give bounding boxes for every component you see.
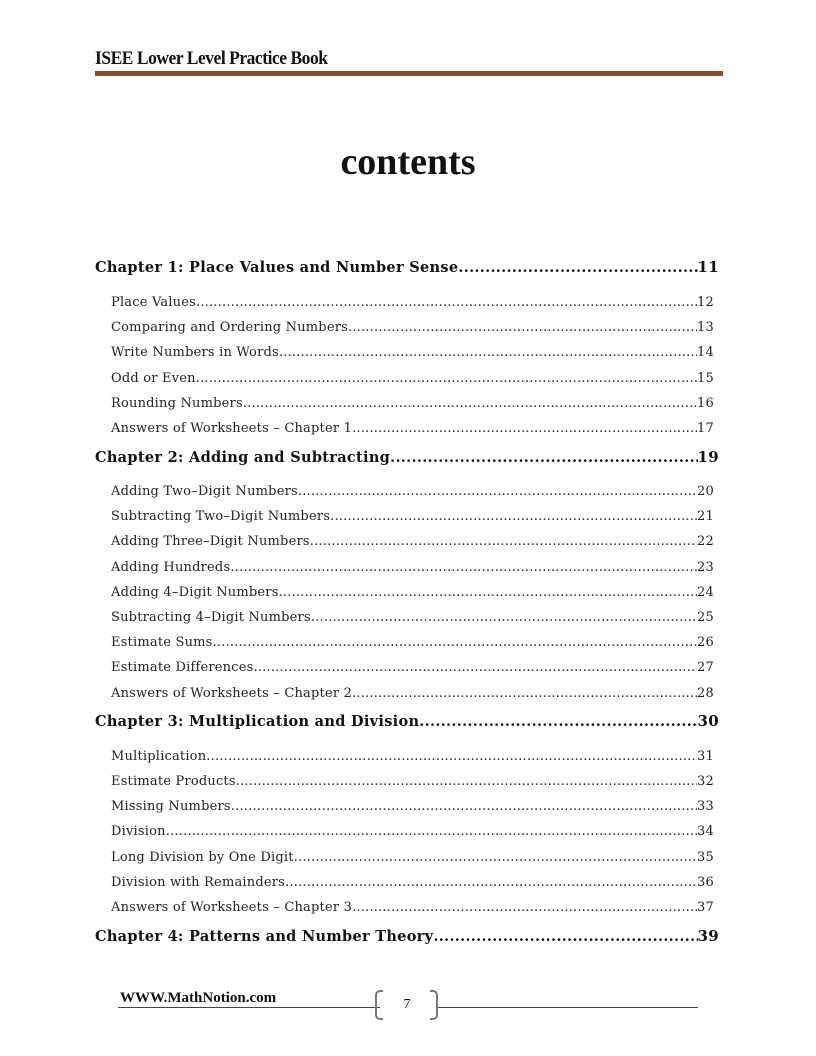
toc-entry-label: Answers of Worksheets – Chapter 1 (111, 421, 353, 436)
toc-entry-label: Estimate Differences (111, 660, 254, 675)
toc-page-number: 14 (697, 345, 714, 360)
dot-leader (348, 320, 697, 335)
toc-entry-label: Place Values (111, 295, 197, 310)
toc-entry-label: Write Numbers in Words (111, 345, 279, 360)
toc-page-number: 12 (697, 295, 714, 310)
toc-page-number: 21 (697, 509, 714, 524)
toc-entry-label: Chapter 4: Patterns and Number Theory (95, 928, 434, 945)
toc-chapter-1[interactable] (95, 258, 719, 276)
toc-entry[interactable] (111, 824, 714, 839)
toc-page-number: 32 (697, 774, 714, 789)
page-number: 7 (403, 997, 411, 1012)
toc-page-number: 25 (697, 610, 714, 625)
toc-page-number: 11 (697, 258, 719, 276)
toc-page-number: 23 (697, 560, 714, 575)
footer-rule-right (438, 1007, 698, 1008)
dot-leader (294, 850, 697, 865)
toc-entry[interactable] (111, 560, 714, 575)
dot-leader (236, 774, 697, 789)
toc-entry[interactable] (111, 660, 714, 675)
toc-entry-label: Missing Numbers (111, 799, 231, 814)
dot-leader (254, 660, 698, 675)
toc-page-number: 16 (697, 396, 714, 411)
toc-page-number: 36 (697, 875, 714, 890)
footer-rule-left (118, 1007, 380, 1008)
toc-entry-label: Adding Two–Digit Numbers (111, 484, 298, 499)
toc-page-number: 35 (697, 850, 714, 865)
dot-leader (230, 560, 697, 575)
toc-entry[interactable] (111, 749, 714, 764)
toc-entry[interactable] (111, 900, 714, 915)
dot-leader (279, 345, 697, 360)
toc-entry[interactable] (111, 799, 714, 814)
toc-entry[interactable] (111, 850, 714, 865)
toc-entry-label: Adding 4–Digit Numbers (111, 585, 279, 600)
toc-entry-label: Answers of Worksheets – Chapter 3 (111, 900, 353, 915)
dot-leader (196, 295, 697, 310)
toc-page-number: 37 (697, 900, 714, 915)
toc-entry-label: Estimate Products (111, 774, 236, 789)
toc-entry-label: Division with Remainders (111, 875, 286, 890)
toc-entry-label: Long Division by One Digit (111, 850, 294, 865)
dot-leader (310, 534, 697, 549)
left-brace-icon (375, 990, 383, 1020)
toc-entry-label: Odd or Even (111, 371, 196, 386)
toc-entry[interactable] (111, 610, 714, 625)
toc-entry[interactable] (111, 320, 714, 335)
toc-page-number: 34 (697, 824, 714, 839)
dot-leader (279, 585, 697, 600)
toc-entry-label: Estimate Sums (111, 635, 213, 650)
dot-leader (330, 509, 697, 524)
toc-entry[interactable] (111, 509, 714, 524)
dot-leader (458, 259, 697, 276)
right-brace-icon (430, 990, 438, 1020)
toc-page-number: 28 (697, 686, 714, 701)
dot-leader (213, 635, 697, 650)
header-rule (95, 71, 723, 76)
toc-entry-label: Division (111, 824, 166, 839)
toc-entry[interactable] (111, 534, 714, 549)
toc-entry-label: Chapter 3: Multiplication and Division (95, 713, 420, 730)
toc-entry[interactable] (111, 421, 714, 436)
toc-entry[interactable] (111, 875, 714, 890)
toc-entry-label: Subtracting Two–Digit Numbers (111, 509, 331, 524)
dot-leader (352, 900, 697, 915)
toc-page-number: 20 (697, 484, 714, 499)
toc-page-number: 26 (697, 635, 714, 650)
toc-chapter-4[interactable] (95, 927, 719, 945)
dot-leader (243, 396, 697, 411)
toc-entry[interactable] (111, 295, 714, 310)
toc-entry[interactable] (111, 345, 714, 360)
toc-chapter-3[interactable] (95, 712, 719, 730)
toc-page-number: 17 (697, 421, 714, 436)
dot-leader (285, 875, 697, 890)
toc-page-number: 19 (697, 448, 719, 466)
toc-entry-label: Chapter 1: Place Values and Number Sense (95, 259, 459, 276)
toc-page-number: 15 (697, 371, 714, 386)
toc-entry-label: Multiplication (111, 749, 207, 764)
dot-leader (352, 421, 697, 436)
dot-leader (352, 686, 697, 701)
toc-entry-label: Adding Hundreds (111, 560, 231, 575)
toc-entry[interactable] (111, 396, 714, 411)
toc-entry-label: Chapter 2: Adding and Subtracting (95, 449, 391, 466)
toc-entry-label: Subtracting 4–Digit Numbers (111, 610, 311, 625)
toc-entry[interactable] (111, 774, 714, 789)
toc-entry-label: Rounding Numbers (111, 396, 243, 411)
dot-leader (390, 449, 697, 466)
toc-chapter-2[interactable] (95, 448, 719, 466)
toc-entry[interactable] (111, 686, 714, 701)
toc-entry[interactable] (111, 371, 714, 386)
dot-leader (298, 484, 697, 499)
toc-page-number: 31 (697, 749, 714, 764)
toc-entry[interactable] (111, 635, 714, 650)
toc-page-number: 39 (697, 927, 719, 945)
toc-page-number: 27 (697, 660, 714, 675)
toc-page-number: 24 (697, 585, 714, 600)
dot-leader (231, 799, 697, 814)
toc-entry-label: Adding Three–Digit Numbers (111, 534, 310, 549)
dot-leader (433, 928, 697, 945)
toc-entry[interactable] (111, 585, 714, 600)
footer-website-url: WWW.MathNotion.com (120, 990, 277, 1006)
toc-entry-label: Answers of Worksheets – Chapter 2 (111, 686, 353, 701)
dot-leader (206, 749, 697, 764)
toc-page-number: 22 (697, 534, 714, 549)
toc-entry[interactable] (111, 484, 714, 499)
dot-leader (196, 371, 697, 386)
toc-page-number: 33 (697, 799, 714, 814)
toc-page-number: 13 (697, 320, 714, 335)
toc-entry-label: Comparing and Ordering Numbers (111, 320, 349, 335)
dot-leader (419, 713, 697, 730)
dot-leader (311, 610, 697, 625)
page-title: contents (340, 141, 476, 183)
dot-leader (166, 824, 697, 839)
book-title: ISEE Lower Level Practice Book (95, 48, 328, 69)
toc-page-number: 30 (697, 712, 719, 730)
